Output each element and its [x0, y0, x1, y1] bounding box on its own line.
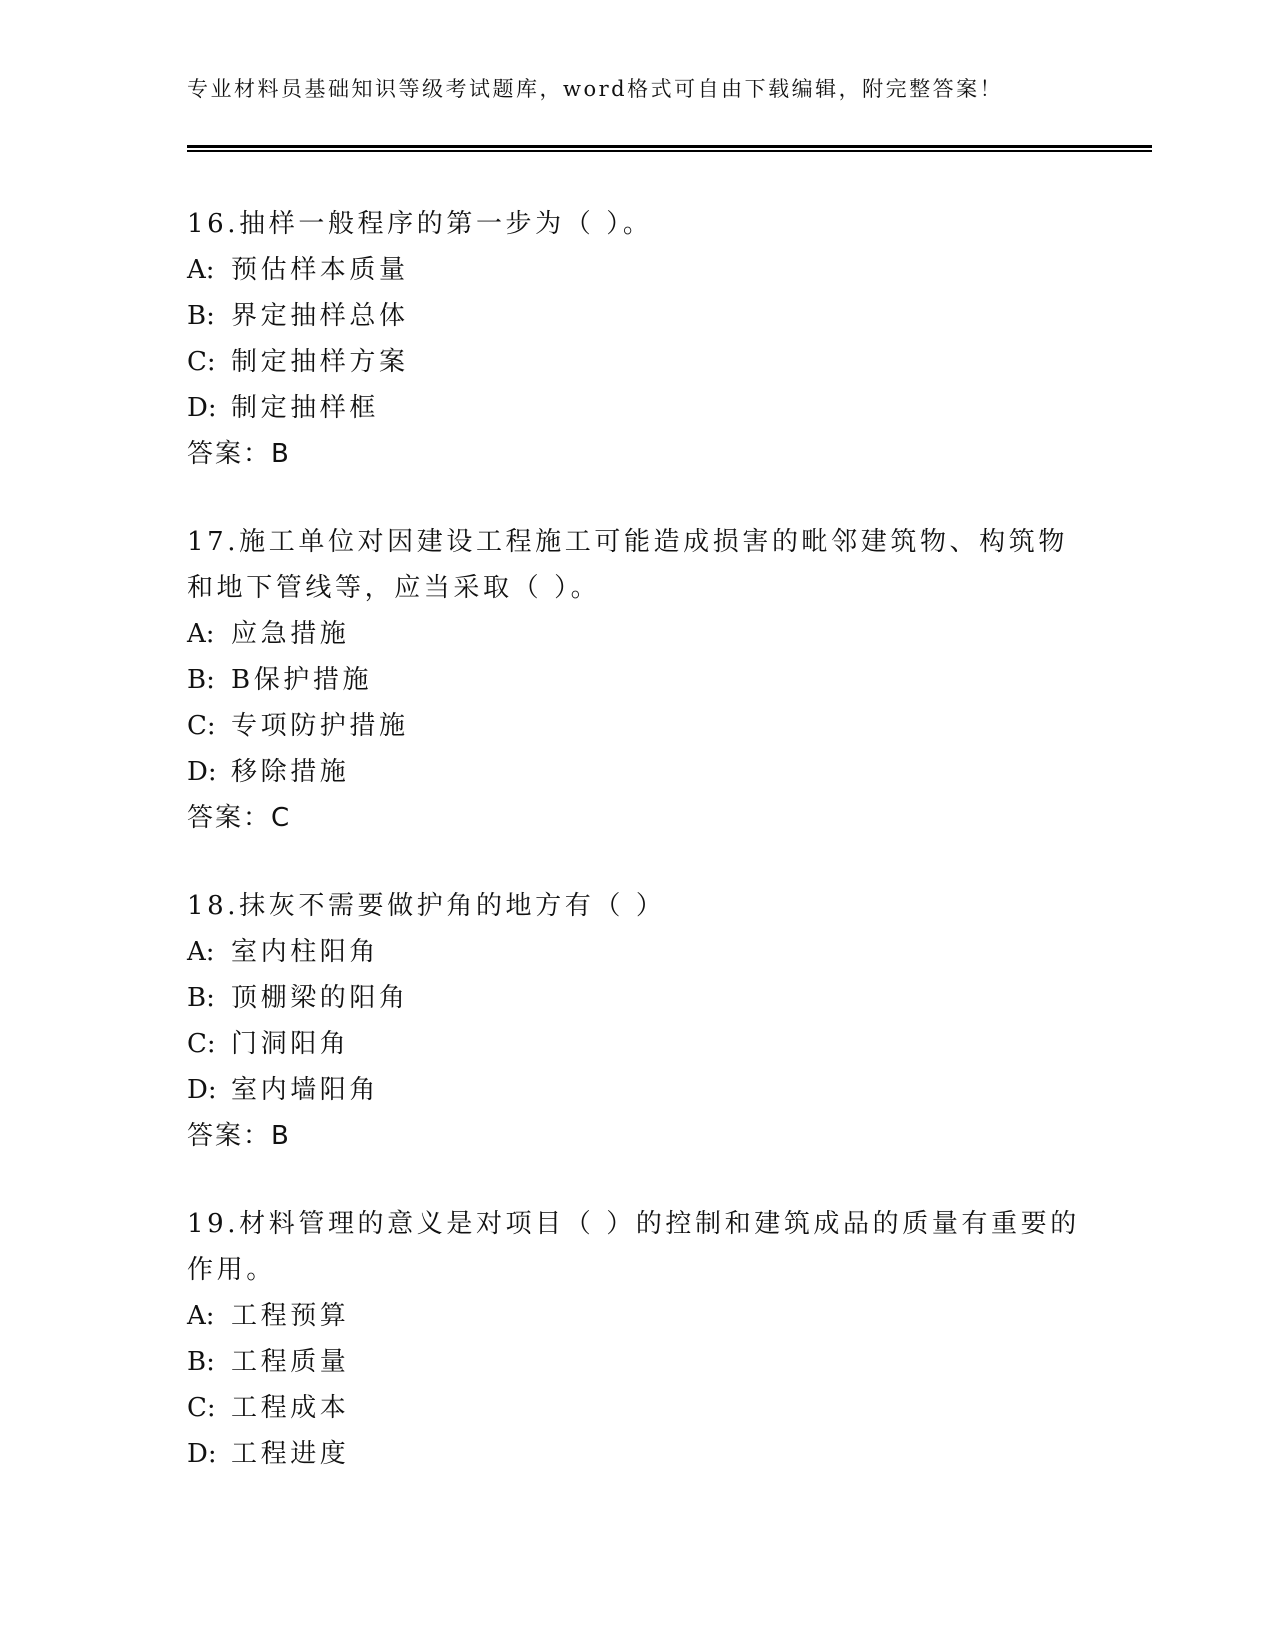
question-list: [187, 201, 1087, 1477]
option-d: [187, 1067, 1087, 1113]
option-text: 门洞阳角: [231, 1029, 350, 1059]
page-header: 专业材料员基础知识等级考试题库，word格式可自由下载编辑，附完整答案！: [187, 77, 1004, 101]
option-d: [187, 385, 1087, 431]
option-text: 室内柱阳角: [231, 937, 380, 967]
option-letter: D:: [187, 1439, 217, 1469]
option-text: 预估样本质量: [231, 255, 409, 285]
option-a: [187, 611, 1087, 657]
option-letter: B:: [187, 983, 215, 1013]
divider-thin-line: [187, 150, 1152, 152]
question-17: [187, 519, 1087, 841]
answer-line: 答案：C: [187, 803, 292, 833]
option-letter: B:: [187, 301, 215, 331]
option-b: [187, 657, 1087, 703]
option-d: [187, 749, 1087, 795]
option-letter: A:: [187, 937, 215, 967]
option-c: [187, 1385, 1087, 1431]
divider-thick-line: [187, 145, 1152, 148]
answer-line: 答案：B: [187, 1121, 291, 1151]
question-text: 18.抹灰不需要做护角的地方有（ ）: [187, 891, 666, 921]
option-text: 专项防护措施: [231, 711, 409, 741]
option-letter: B:: [187, 665, 215, 695]
option-text: 工程进度: [231, 1439, 350, 1469]
option-letter: C:: [187, 347, 216, 377]
option-a: [187, 247, 1087, 293]
question-text: 17.施工单位对因建设工程施工可能造成损害的毗邻建筑物、构筑物和地下管线等，应当采取（ ）。: [187, 527, 1068, 603]
option-letter: C:: [187, 711, 216, 741]
question-spacer: [187, 841, 1087, 883]
option-text: 工程预算: [231, 1301, 350, 1331]
option-text: 工程成本: [231, 1393, 350, 1423]
question-19: [187, 1201, 1087, 1477]
option-b: [187, 293, 1087, 339]
option-c: [187, 703, 1087, 749]
option-letter: C:: [187, 1393, 216, 1423]
option-text: B保护措施: [231, 665, 373, 695]
question-text: 16.抽样一般程序的第一步为（ ）。: [187, 209, 653, 239]
question-text: 19.材料管理的意义是对项目（ ）的控制和建筑成品的质量有重要的作用。: [187, 1209, 1080, 1285]
option-text: 工程质量: [231, 1347, 350, 1377]
option-a: [187, 929, 1087, 975]
option-c: [187, 1021, 1087, 1067]
option-letter: A:: [187, 255, 215, 285]
option-text: 移除措施: [231, 757, 350, 787]
option-text: 制定抽样框: [231, 393, 380, 423]
option-letter: C:: [187, 1029, 216, 1059]
option-text: 界定抽样总体: [231, 301, 409, 331]
option-letter: D:: [187, 1075, 217, 1105]
option-letter: A:: [187, 619, 215, 649]
question-16: [187, 201, 1087, 477]
option-b: [187, 975, 1087, 1021]
question-18: [187, 883, 1087, 1159]
option-letter: D:: [187, 393, 217, 423]
option-letter: A:: [187, 1301, 215, 1331]
option-text: 室内墙阳角: [231, 1075, 380, 1105]
option-text: 应急措施: [231, 619, 350, 649]
option-letter: D:: [187, 757, 217, 787]
answer-line: 答案：B: [187, 439, 291, 469]
option-b: [187, 1339, 1087, 1385]
question-spacer: [187, 1159, 1087, 1201]
option-text: 制定抽样方案: [231, 347, 409, 377]
option-letter: B:: [187, 1347, 215, 1377]
option-a: [187, 1293, 1087, 1339]
header-divider: [187, 145, 1152, 153]
option-d: [187, 1431, 1087, 1477]
question-spacer: [187, 477, 1087, 519]
option-text: 顶棚梁的阳角: [231, 983, 409, 1013]
option-c: [187, 339, 1087, 385]
